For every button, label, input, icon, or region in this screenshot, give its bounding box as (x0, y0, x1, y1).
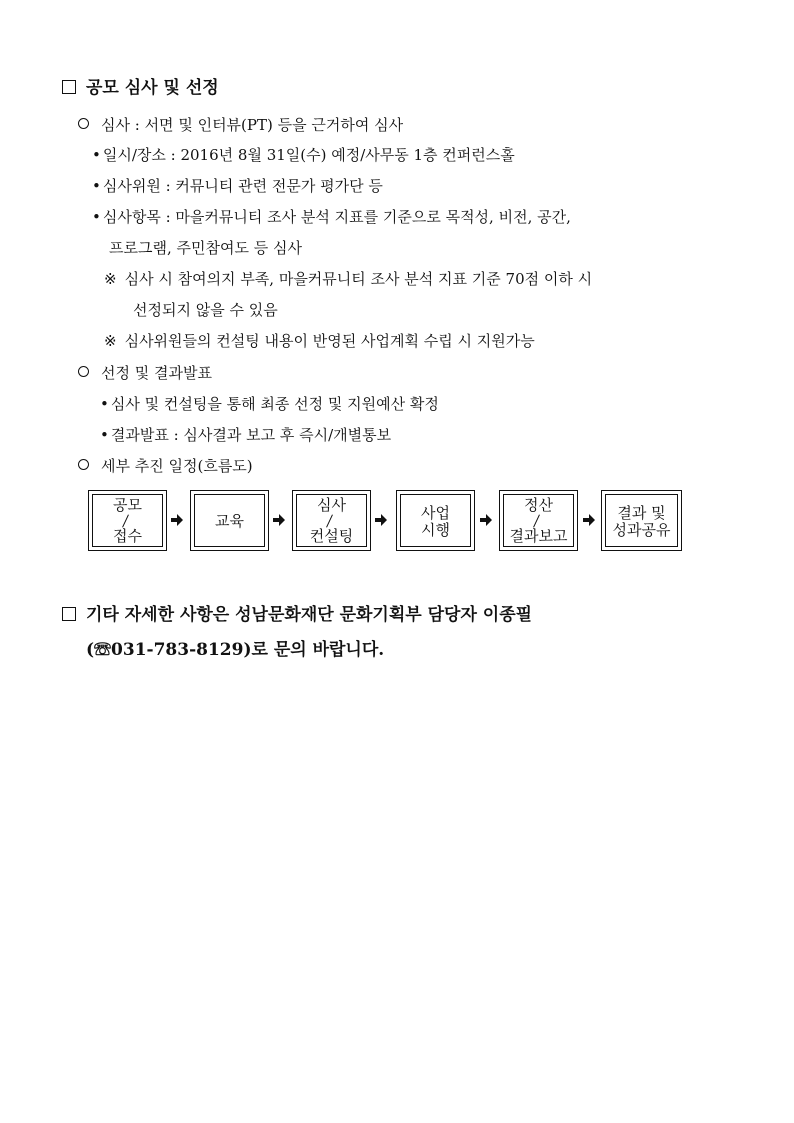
contact-line2: (☏031-783-8129)로 문의 바랍니다. (86, 640, 385, 660)
schedule-heading-text: 세부 추진 일정(흐름도) (101, 457, 253, 475)
list-item (100, 395, 439, 413)
review-item-criteria: 심사항목 : 마을커뮤니티 조사 분석 지표를 기준으로 목적성, 비전, 공간, (102, 208, 571, 226)
list-item (92, 208, 571, 226)
note-text: 심사위원들의 컨설팅 내용이 반영된 사업계획 수립 시 지원가능 (124, 332, 535, 350)
flow-step-top: 정산 (524, 496, 553, 514)
selection-heading-text: 선정 및 결과발표 (101, 364, 212, 382)
flow-step-top: 공모 (113, 496, 142, 514)
bullet-icon: • (92, 177, 101, 195)
flow-step-line1: 결과 및 (617, 504, 666, 522)
flow-step-review (292, 490, 371, 551)
checkbox-square-icon (62, 80, 76, 94)
list-item (92, 146, 515, 164)
selection-item: 결과발표 : 심사결과 보고 후 즉시/개별통보 (110, 426, 392, 444)
arrow-right-icon (273, 514, 285, 526)
circle-bullet-icon (78, 366, 89, 377)
checkbox-square-icon (62, 607, 76, 621)
flow-step-bottom: 결과보고 (509, 527, 568, 545)
contact-line1: 기타 자세한 사항은 성남문화재단 문화기획부 담당자 이종필 (86, 605, 533, 625)
bullet-icon: • (92, 208, 101, 226)
circle-bullet-icon (78, 118, 89, 129)
note-text-cont: 선정되지 않을 수 있음 (133, 301, 278, 319)
arrow-right-icon (171, 514, 183, 526)
arrow-right-icon (480, 514, 492, 526)
arrow-right-icon (583, 514, 595, 526)
flow-step-settlement (499, 490, 578, 551)
flow-step-education (190, 490, 269, 551)
bullet-icon: • (100, 395, 109, 413)
review-heading (78, 116, 403, 134)
flow-step-top: 심사 (317, 496, 346, 514)
note-item (104, 270, 592, 288)
bullet-icon: • (100, 426, 109, 444)
selection-item: 심사 및 컨설팅을 통해 최종 선정 및 지원예산 확정 (110, 395, 439, 413)
flow-step-line2: 성과공유 (612, 521, 671, 539)
note-mark-icon: ※ (104, 270, 117, 288)
flow-step-application (88, 490, 167, 551)
section-title-review (62, 79, 219, 97)
bullet-icon: • (92, 146, 101, 164)
list-item (100, 426, 391, 444)
review-item-criteria-cont: 프로그램, 주민참여도 등 심사 (109, 239, 302, 257)
note-text: 심사 시 참여의지 부족, 마을커뮤니티 조사 분석 지표 기준 70점 이하 시 (124, 270, 593, 288)
circle-bullet-icon (78, 459, 89, 470)
review-item-committee: 심사위원 : 커뮤니티 관련 전문가 평가단 등 (102, 177, 383, 195)
review-heading-text: 심사 : 서면 및 인터뷰(PT) 등을 근거하여 심사 (101, 116, 404, 134)
schedule-heading (78, 457, 253, 475)
arrow-right-icon (375, 514, 387, 526)
section-title-text: 공모 심사 및 선정 (86, 78, 219, 98)
flow-step-results (601, 490, 682, 551)
flow-step-execution (396, 490, 475, 551)
review-item-date: 일시/장소 : 2016년 8월 31일(수) 예정/사무동 1층 컨퍼런스홀 (102, 146, 515, 164)
note-item (104, 332, 535, 350)
flow-step-bottom: 접수 (113, 527, 142, 545)
flow-step-single: 교육 (215, 512, 244, 530)
flow-step-bottom: 컨설팅 (309, 527, 354, 545)
list-item (92, 177, 383, 195)
section-title-contact (62, 606, 532, 624)
flow-step-line2: 시행 (421, 521, 450, 539)
flow-step-line1: 사업 (421, 504, 450, 522)
note-mark-icon: ※ (104, 332, 117, 350)
selection-heading (78, 364, 212, 382)
